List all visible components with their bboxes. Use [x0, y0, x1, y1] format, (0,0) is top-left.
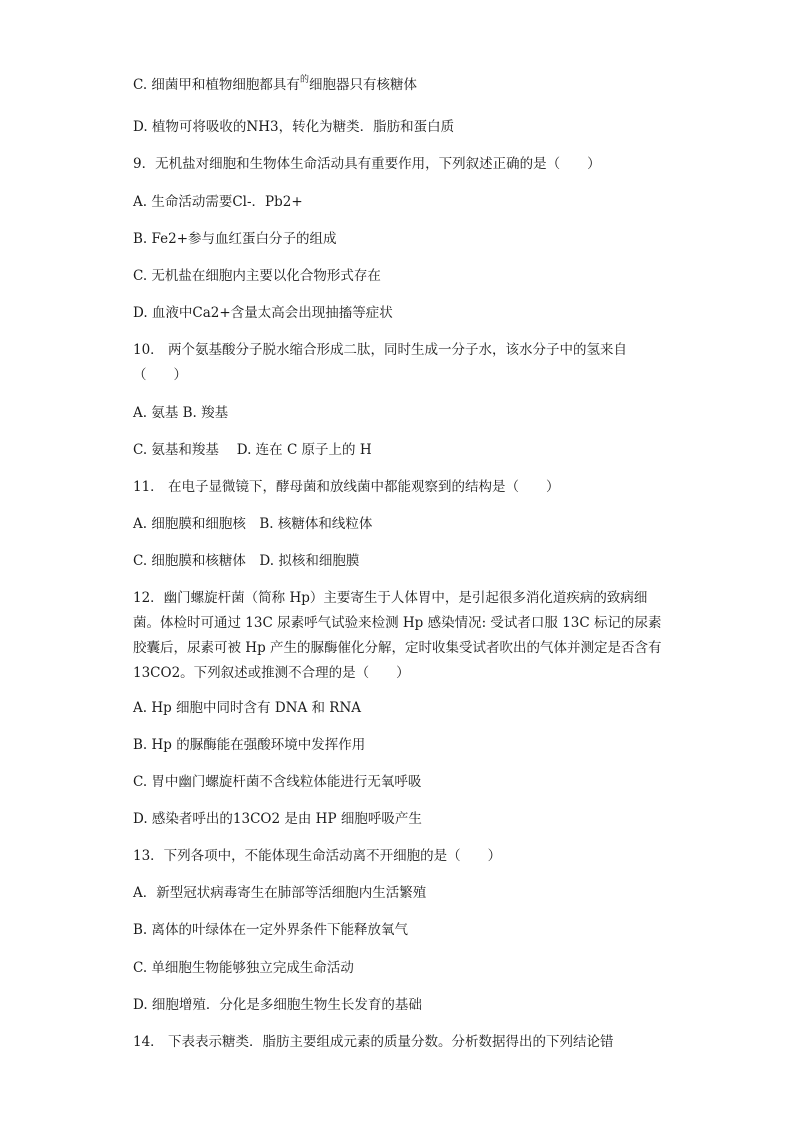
q12-stem: 12．幽门螺旋杆菌（简称 Hp）主要寄生于人体胃中，是引起很多消化道疾病的致病细菌。体检时可通过 13C 尿素呼气试验来检测 Hp 感染情况: 受试者口服 13C 标记的尿素胶囊后，尿素可被 Hp 产生的脲酶催化分解，定时收集受试者吹出的气体并测定是否含有13CO2。下列叙述或推测不合理的是（ ）	[133, 590, 662, 681]
q9-option-d: D. 血液中Ca2+含量太高会出现抽搐等症状	[133, 305, 393, 321]
q8-option-c-text: C. 细菌甲和植物细胞都具有	[133, 77, 300, 93]
q12-option-d: D. 感染者呼出的13CO2 是由 HP 细胞呼吸产生	[133, 811, 422, 827]
q13-option-c: C. 单细胞生物能够独立完成生命活动	[133, 960, 354, 976]
q10-options-cd: C. 氨基和羧基 D. 连在 C 原子上的 H	[133, 442, 372, 458]
q12-option-a: A. Hp 细胞中同时含有 DNA 和 RNA	[133, 700, 362, 716]
q10-options-ab: A. 氨基 B. 羧基	[133, 405, 229, 421]
q8-option-c-superscript: 的	[299, 75, 309, 85]
q13-option-b: B. 离体的叶绿体在一定外界条件下能释放氧气	[133, 922, 409, 938]
q12-option-b: B. Hp 的脲酶能在强酸环境中发挥作用	[133, 737, 366, 753]
q14-stem: 14． 下表表示糖类．脂肪主要组成元素的质量分数。分析数据得出的下列结论错	[133, 1034, 614, 1050]
q9-option-a: A. 生命活动需要Cl-．Pb2+	[133, 194, 303, 210]
q13-option-a: A．新型冠状病毒寄生在肺部等活细胞内生活繁殖	[133, 885, 427, 901]
q8-option-d: D. 植物可将吸收的NH3，转化为糖类．脂肪和蛋白质	[133, 119, 455, 135]
q10-stem: 10． 两个氨基酸分子脱水缩合形成二肽，同时生成一分子水，该水分子中的氢来自（ ）	[133, 342, 627, 383]
q11-options-cd: C. 细胞膜和核糖体 D. 拟核和细胞膜	[133, 553, 360, 569]
q12-option-c: C. 胃中幽门螺旋杆菌不含线粒体能进行无氧呼吸	[133, 774, 422, 790]
q9-option-c: C. 无机盐在细胞内主要以化合物形式存在	[133, 268, 381, 284]
q11-options-ab: A. 细胞膜和细胞核 B. 核糖体和线粒体	[133, 516, 373, 532]
q9-option-b: B. Fe2+参与血红蛋白分子的组成	[133, 231, 337, 247]
q13-stem: 13．下列各项中，不能体现生命活动离不开细胞的是（ ）	[133, 848, 502, 864]
q9-stem: 9．无机盐对细胞和生物体生命活动具有重要作用，下列叙述正确的是（ ）	[133, 156, 601, 172]
q8-option-c	[133, 76, 663, 96]
q11-stem: 11． 在电子显微镜下，酵母菌和放线菌中都能观察到的结构是（ ）	[133, 479, 560, 495]
q13-option-d: D. 细胞增殖．分化是多细胞生物生长发育的基础	[133, 997, 422, 1013]
q8-option-c-text-end: 细胞器只有核糖体	[308, 77, 417, 93]
